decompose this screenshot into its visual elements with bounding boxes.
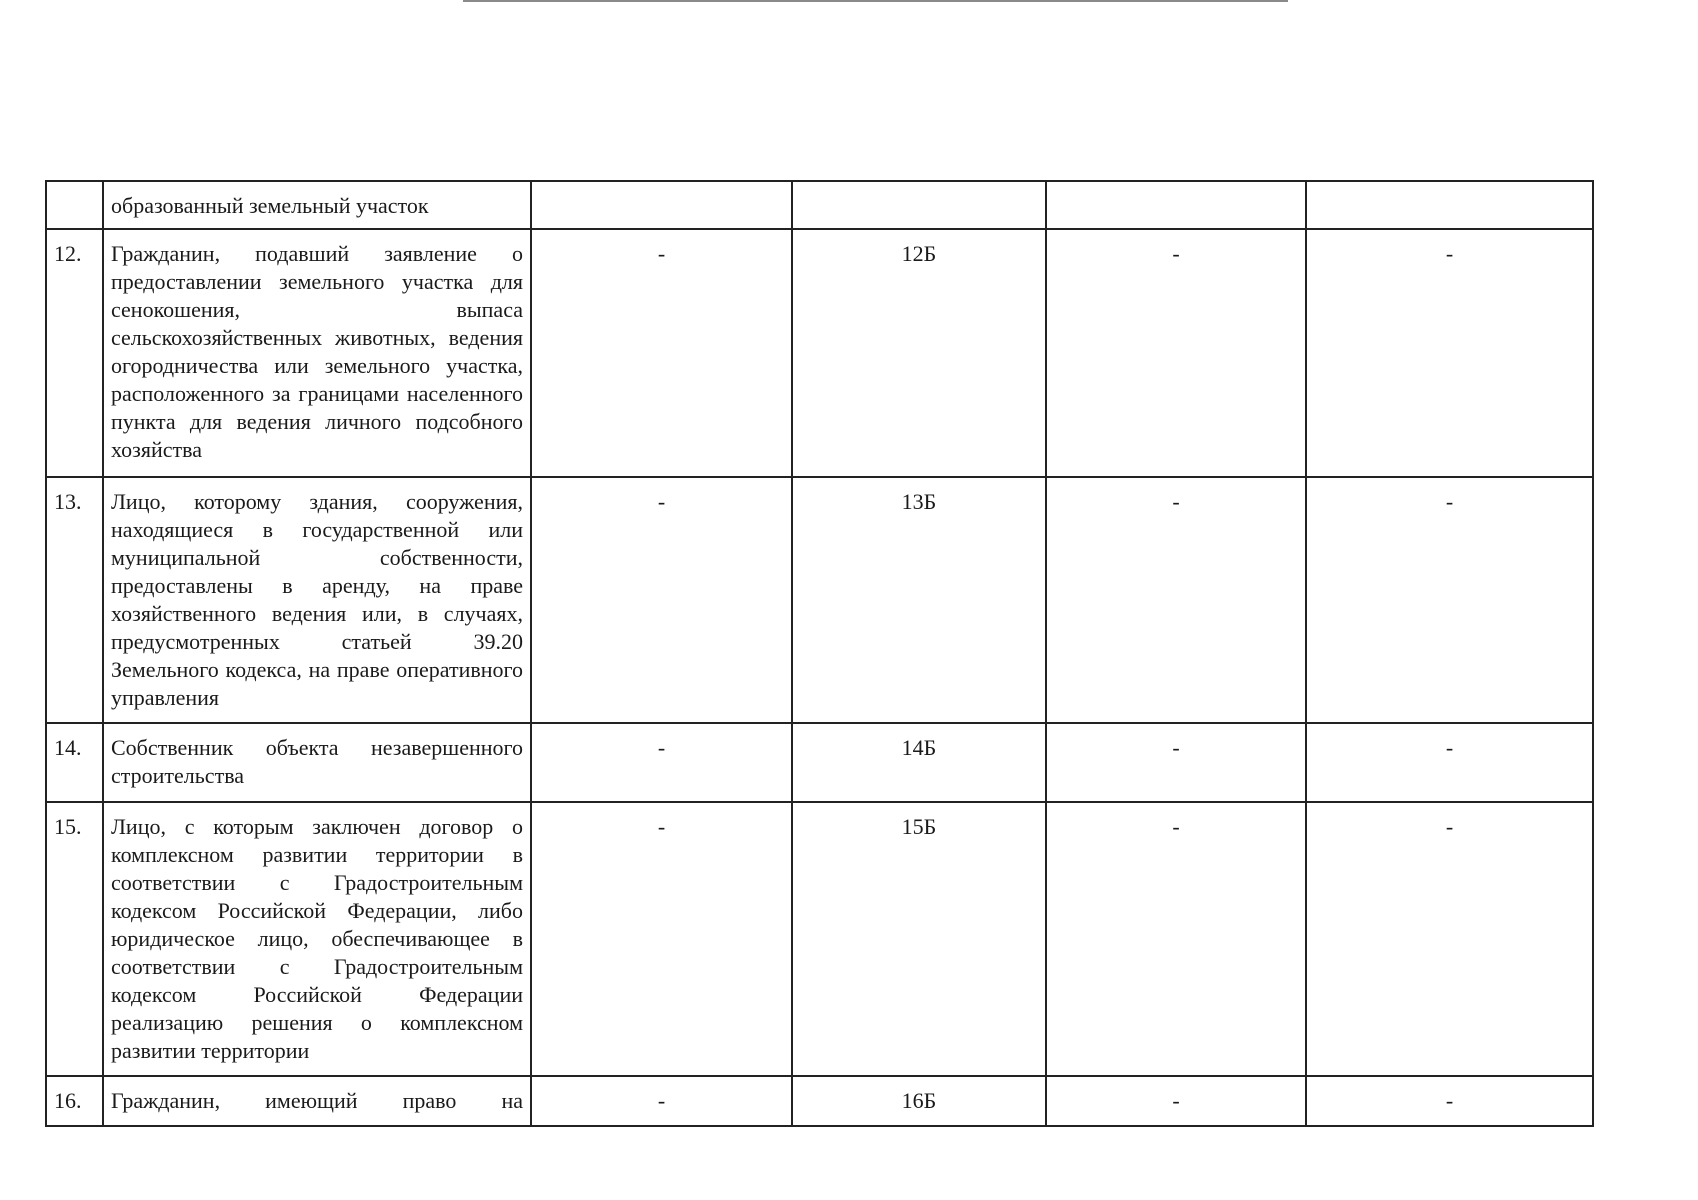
row-code-cell: 14Б <box>792 723 1046 802</box>
row-value-cell <box>1306 181 1593 229</box>
row-number-cell: 13. <box>46 477 103 723</box>
row-value-cell: - <box>1306 723 1593 802</box>
row-number-cell <box>46 181 103 229</box>
row-value-cell <box>1046 181 1306 229</box>
row-number-cell: 12. <box>46 229 103 477</box>
row-value-cell: - <box>1306 802 1593 1076</box>
table-row <box>46 723 1593 802</box>
table-row <box>46 1076 1593 1126</box>
top-rule <box>463 0 1288 2</box>
row-value-cell: - <box>531 477 792 723</box>
row-description-cell: Лицо, с которым заключен договор о комплексном развитии территории в соответствии с Градостроительным кодексом Российской Федерации, либо юридическое лицо, обеспечивающее в соответствии с Градостроительным кодексом Российской Федерации реализацию решения о комплексном развитии территории <box>103 802 531 1076</box>
row-description-cell: Лицо, которому здания, сооружения, находящиеся в государственной или муниципальной собственности, предоставлены в аренду, на праве хозяйственного ведения или, в случаях, предусмотренных статьей 39.20 Земельного кодекса, на праве оперативного управления <box>103 477 531 723</box>
row-value-cell: - <box>531 229 792 477</box>
row-value-cell: - <box>1046 723 1306 802</box>
table-row <box>46 477 1593 723</box>
table-row <box>46 229 1593 477</box>
row-description-cell: Гражданин, имеющий право на <box>103 1076 531 1126</box>
row-value-cell: - <box>1306 477 1593 723</box>
row-number-cell: 15. <box>46 802 103 1076</box>
row-value-cell: - <box>1046 229 1306 477</box>
row-value-cell: - <box>1046 477 1306 723</box>
row-number-cell: 14. <box>46 723 103 802</box>
row-value-cell: - <box>1046 802 1306 1076</box>
table-row <box>46 802 1593 1076</box>
row-value-cell: - <box>531 802 792 1076</box>
row-description-cell: образованный земельный участок <box>103 181 531 229</box>
row-value-cell: - <box>531 1076 792 1126</box>
row-value-cell: - <box>1306 229 1593 477</box>
row-code-cell: 13Б <box>792 477 1046 723</box>
table-row-continuation <box>46 181 1593 229</box>
row-value-cell: - <box>1046 1076 1306 1126</box>
row-value-cell <box>792 181 1046 229</box>
row-code-cell: 15Б <box>792 802 1046 1076</box>
row-description-cell: Гражданин, подавший заявление о предоставлении земельного участка для сенокошения, выпаса сельскохозяйственных животных, ведения огородничества или земельного участка, расположенного за границами населенного пункта для ведения личного подсобного хозяйства <box>103 229 531 477</box>
row-value-cell: - <box>1306 1076 1593 1126</box>
row-code-cell: 12Б <box>792 229 1046 477</box>
row-code-cell: 16Б <box>792 1076 1046 1126</box>
row-value-cell <box>531 181 792 229</box>
row-value-cell: - <box>531 723 792 802</box>
row-number-cell: 16. <box>46 1076 103 1126</box>
row-description-cell: Собственник объекта незавершенного строительства <box>103 723 531 802</box>
applicant-table <box>45 180 1594 1127</box>
